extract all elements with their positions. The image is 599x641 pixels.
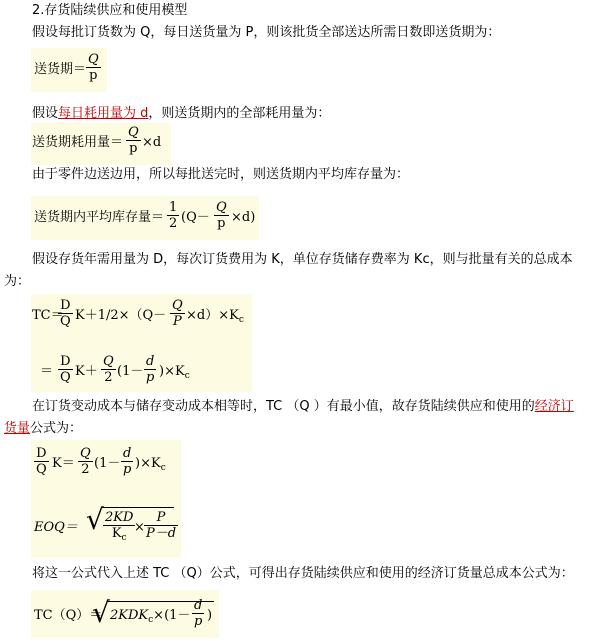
formula-8-lhs: TC（Q）＝: [34, 608, 103, 623]
formula-3-lhs: 送货期内平均库存量＝: [34, 210, 165, 225]
formula-8-inner-text: 2KDK: [110, 608, 149, 623]
formula-6-dp-fraction: [121, 446, 133, 477]
fraction-denominator-subscript: c: [121, 533, 127, 543]
formula-5-k: K＋: [75, 364, 98, 379]
formula-5-q2-fraction: [101, 354, 116, 385]
fraction-numerator: Q: [80, 446, 91, 461]
formula-3-half: [167, 200, 179, 231]
formula-6-q2-fraction: [78, 446, 93, 477]
fraction-denominator: P: [172, 314, 182, 329]
formula-8-subscript: c: [148, 615, 154, 625]
paragraph-5-post: 公式为：: [30, 421, 83, 436]
fraction-denominator: Q: [60, 314, 71, 329]
formula-6-k: K＝: [52, 456, 75, 471]
fraction-denominator: p: [146, 370, 155, 385]
formula-4-rhs: [186, 308, 244, 328]
formula-4-dq-fraction: [58, 298, 73, 329]
paragraph-6: 将这一公式代入上述 TC （Q）公式，可得出存货陆续供应和使用的经济订货量总成本公式为：: [32, 566, 574, 581]
formula-5-dp-fraction: [144, 354, 156, 385]
formula-8-inner: [110, 608, 190, 628]
paragraph-5-line-2: [4, 421, 82, 437]
fraction-denominator-text: K: [111, 526, 122, 541]
fraction-denominator: Q: [36, 462, 47, 477]
formula-7-times: ×: [134, 520, 145, 535]
fraction-numerator: P: [144, 510, 178, 526]
fraction-denominator: 2: [81, 462, 90, 477]
formula-8-close: ): [207, 608, 213, 623]
section-title: 2.存货陆续供应和使用模型: [32, 3, 188, 18]
fraction-numerator: d: [146, 354, 155, 369]
formula-5-rhs-text: )×K: [159, 364, 185, 379]
fraction-denominator: [103, 526, 135, 546]
paragraph-1: 假设每批订货数为 Q，每日送货量为 P，则该批货全部送达所需日数即送货期为：: [32, 25, 501, 40]
paragraph-3: 由于零件边送边用，所以每批送完时，则送货期内平均库存量为：: [32, 167, 410, 182]
fraction-denominator: p: [89, 68, 98, 83]
fraction-numerator: D: [58, 354, 73, 370]
fraction-denominator: p: [129, 141, 138, 156]
fraction-numerator: d: [123, 446, 132, 461]
formula-6-subscript: c: [160, 463, 166, 473]
sqrt-icon: √: [92, 596, 110, 629]
daily-consumption-link[interactable]: 每日耗用量为 d: [58, 106, 149, 121]
formula-7-fraction-2: [144, 510, 178, 541]
fraction-denominator: P－d: [146, 526, 177, 541]
fraction-denominator: Q: [60, 370, 71, 385]
formula-7-fraction-1: [103, 510, 135, 546]
formula-6-dq-fraction: [34, 446, 49, 477]
formula-8-dp-fraction: [192, 598, 204, 629]
eoq-link-part-2[interactable]: 货量: [4, 421, 31, 436]
fraction-denominator: p: [217, 216, 226, 231]
formula-5-dq-fraction: [58, 354, 73, 385]
fraction-numerator: Q: [103, 354, 114, 369]
paragraph-2-pre: 假设: [32, 106, 59, 121]
formula-7-lhs: EOQ＝: [34, 520, 78, 535]
fraction-denominator: p: [194, 614, 203, 629]
formula-6-rhs-text: )×K: [135, 456, 161, 471]
formula-3-rhs: ×d): [231, 210, 256, 225]
formula-4-mid: K＋1/2×（Q－: [75, 308, 167, 323]
sqrt-overline: [102, 507, 174, 508]
formula-4-lhs: TC＝: [32, 308, 64, 323]
formula-2-rhs: ×d: [142, 135, 162, 150]
paragraph-2: [32, 106, 330, 122]
fraction-numerator: Q: [172, 298, 183, 313]
formula-8-mid: ×(1－: [153, 608, 191, 623]
fraction-numerator: d: [194, 598, 203, 613]
formula-2-lhs: 送货期耗用量＝: [32, 135, 124, 150]
formula-1-lhs: 送货期＝: [34, 62, 87, 77]
eoq-link-part-1[interactable]: 经济订: [534, 399, 574, 414]
formula-5-subscript: c: [184, 371, 190, 381]
paragraph-5-pre: 在订货变动成本与储存变动成本相等时，TC （Q ）有最小值，故存货陆续供应和使用的: [32, 399, 535, 414]
paragraph-5-line-1: [32, 399, 574, 415]
fraction-numerator: Q: [88, 52, 99, 67]
fraction-numerator: Q: [128, 125, 139, 140]
fraction-numerator: D: [34, 446, 49, 462]
formula-2-fraction: [126, 125, 141, 156]
fraction-numerator: D: [58, 298, 73, 314]
formula-3-fraction: [214, 200, 229, 231]
formula-5-lhs: ＝: [40, 364, 54, 379]
formula-4-rhs-text: ×d）×K: [186, 308, 239, 323]
sqrt-icon: √: [86, 503, 104, 536]
paragraph-4-line-2: 为：: [4, 274, 31, 289]
formula-6-open: (1－: [94, 456, 121, 471]
formula-3-open: (Q－: [181, 210, 210, 225]
formula-4-subscript: c: [238, 315, 244, 325]
fraction-denominator: 2: [169, 216, 178, 231]
formula-4-qp-fraction: [170, 298, 185, 329]
paragraph-4-line-1: 假设存货年需用量为 D，每次订货费用为 K，单位存货储存费率为 Kc，则与批量有关的总成本: [32, 252, 573, 267]
paragraph-2-post: ，则送货期内的全部耗用量为：: [148, 106, 331, 121]
fraction-denominator: 2: [104, 370, 113, 385]
formula-5-open: (1－: [117, 364, 144, 379]
formula-1-fraction: [86, 52, 101, 83]
fraction-numerator: Q: [216, 200, 227, 215]
formula-5-rhs: [159, 364, 190, 384]
fraction-numerator: 2KD: [105, 510, 134, 525]
formula-6-rhs: [135, 456, 166, 476]
fraction-denominator: p: [123, 462, 132, 477]
fraction-numerator: 1: [169, 200, 178, 215]
